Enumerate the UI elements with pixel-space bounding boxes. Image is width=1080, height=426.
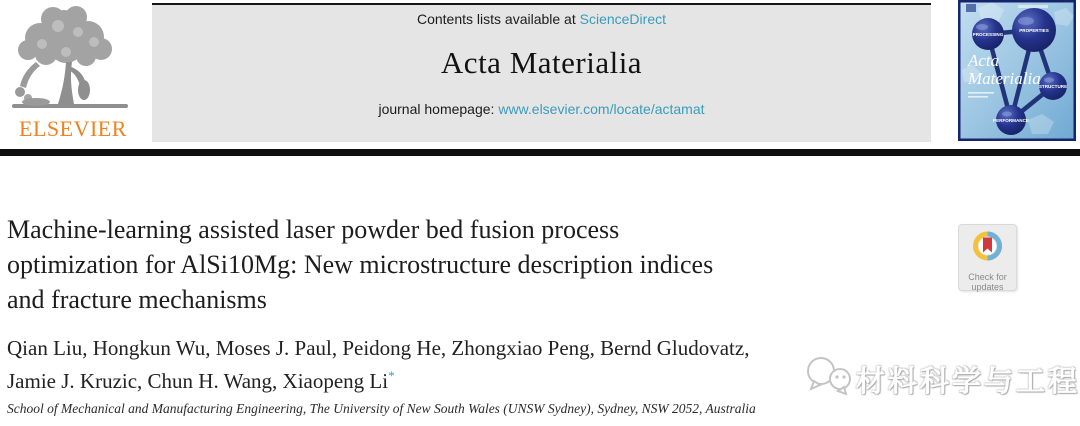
- crossmark-icon: [959, 228, 1016, 266]
- elsevier-logo-text: ELSEVIER: [19, 116, 127, 141]
- wechat-icon: [804, 355, 854, 399]
- affiliation-line: School of Mechanical and Manufacturing Engineering, The University of New South Wales (UNSW Sydney), Sydney, NSW 2052, Australia: [7, 401, 756, 416]
- article-title-line3: and fracture mechanisms: [7, 285, 267, 314]
- article-title-line1: Machine-learning assisted laser powder bed fusion process: [7, 215, 620, 244]
- wechat-watermark: [804, 355, 1080, 405]
- cover-sphere-label-structure: STRUCTURE: [1038, 84, 1068, 89]
- cover-sphere-label-processing: PROCESSING: [972, 32, 1004, 37]
- crossmark-label-line1: Check for: [968, 272, 1007, 282]
- homepage-line: [152, 101, 931, 117]
- cover-sphere-label-performance: PERFORMANCE: [993, 118, 1029, 123]
- journal-cover-thumbnail[interactable]: [958, 0, 1076, 141]
- journal-cover-image: [958, 0, 1076, 141]
- article-title-line2: optimization for AlSi10Mg: New microstructure description indices: [7, 250, 714, 279]
- corresponding-author-marker[interactable]: *: [388, 368, 395, 383]
- contents-line: [152, 11, 931, 27]
- author-list: [7, 334, 907, 395]
- crossmark-label-line2: updates: [971, 282, 1004, 292]
- masthead-divider: [0, 149, 1080, 156]
- cover-title-line2: Materialia: [968, 69, 1041, 88]
- journal-banner: [152, 3, 931, 142]
- contents-prefix: Contents lists available at: [416, 11, 580, 27]
- elsevier-tree-icon: [6, 4, 140, 116]
- author-list-line1: Qian Liu, Hongkun Wu, Moses J. Paul, Peidong He, Zhongxiao Peng, Bernd Gludovatz,: [7, 336, 750, 360]
- article-title: [7, 212, 927, 317]
- elsevier-logo[interactable]: [6, 4, 140, 142]
- journal-title: Acta Materialia: [440, 45, 643, 80]
- cover-title-line1: Acta: [968, 51, 1000, 70]
- homepage-prefix: journal homepage:: [378, 101, 499, 117]
- check-for-updates-badge[interactable]: [958, 224, 1017, 291]
- crossmark-label: [959, 272, 1016, 292]
- sciencedirect-link[interactable]: ScienceDirect: [579, 11, 666, 27]
- author-list-line2: Jamie J. Kruzic, Chun H. Wang, Xiaopeng Li*: [7, 368, 395, 393]
- journal-homepage-link[interactable]: www.elsevier.com/locate/actamat: [498, 101, 705, 117]
- cover-sphere-label-properties: PROPERTIES: [1019, 28, 1049, 33]
- watermark-text: 材料科学与工程: [856, 366, 1080, 398]
